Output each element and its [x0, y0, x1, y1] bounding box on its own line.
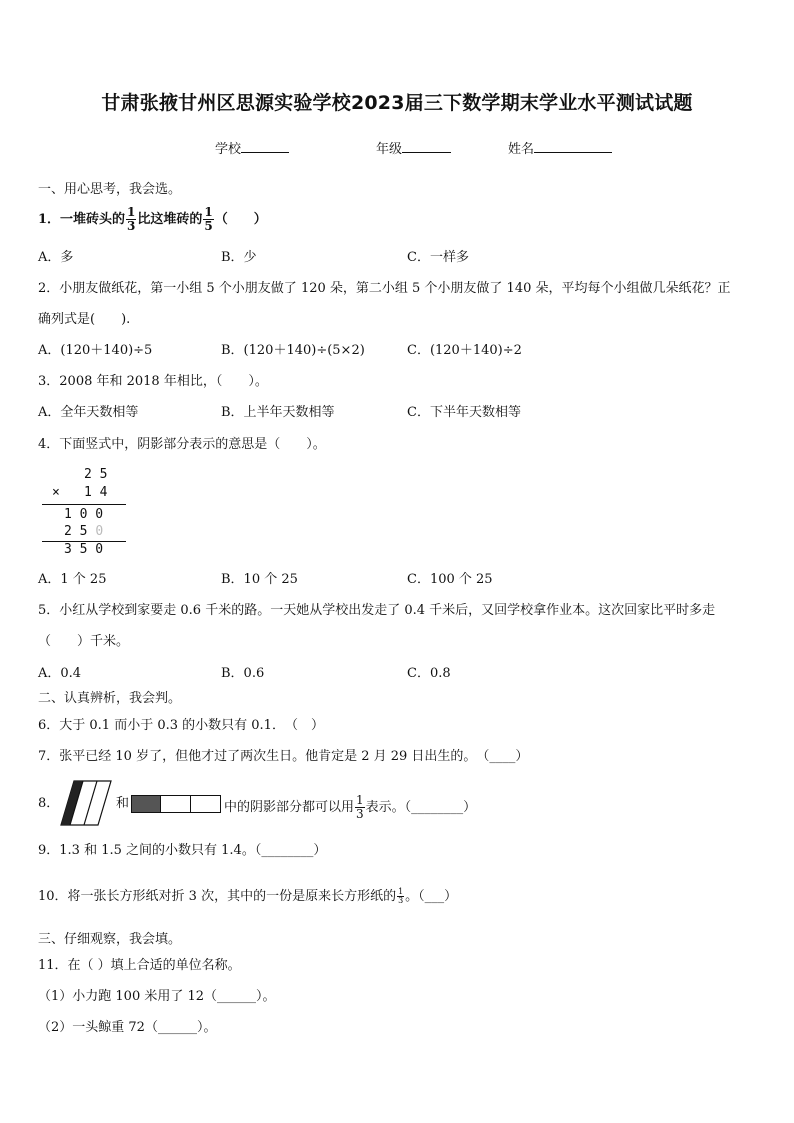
strip-figure [131, 795, 221, 814]
fraction-1-5: $\frac{1}{5}$ [204, 205, 213, 233]
q4-option-c[interactable]: C．100 个 25 [407, 572, 493, 587]
calc-row-1: 2 5 [84, 467, 108, 482]
fraction-1-3-q8: $\frac{1}{3}$ [356, 793, 364, 821]
q5-option-a[interactable]: A．0.4 [38, 666, 82, 681]
calc-row-3: 1 0 0 [64, 507, 104, 522]
question-3: 3．2008 年和 2018 年相比，（ ）。 [38, 374, 268, 389]
calc-times-sign: × [52, 485, 60, 500]
school-field [215, 141, 289, 159]
parallelogram-figure [60, 780, 112, 826]
section-heading-2: 二、认真辨析，我会判。 [38, 691, 182, 706]
question-9: 9．1.3 和 1.5 之间的小数只有 1.4。（________） [38, 843, 327, 858]
q1-option-b[interactable]: B．少 [221, 250, 257, 265]
calc-row-5: 3 5 0 [64, 542, 104, 557]
q1-option-a[interactable]: A．多 [38, 250, 74, 265]
grade-label: 年级 [376, 142, 403, 157]
section-heading-3: 三、仔细观察，我会填。 [38, 932, 182, 947]
question-2-line-1: 2．小朋友做纸花，第一小组 5 个小朋友做了 120 朵，第二小组 5 个小朋友做了 140 朵，平均每个小组做几朵纸花？正 [38, 281, 731, 296]
grade-blank[interactable] [402, 152, 451, 153]
q8-and: 和 [116, 796, 130, 811]
q5-option-b[interactable]: B．0.6 [221, 666, 265, 681]
question-1 [38, 206, 267, 233]
calc-row-4-shaded: 2 5 0 [64, 524, 104, 539]
question-5-line-2: （ ）千米。 [38, 634, 130, 649]
question-11: 11．在（ ）填上合适的单位名称。 [38, 958, 241, 973]
calc-row-2: 1 4 [84, 485, 108, 500]
q2-option-c[interactable]: C．(120＋140)÷2 [407, 343, 522, 358]
q1-text-mid: 比这堆砖的 [137, 212, 203, 227]
section-heading-1: 一、用心思考，我会选。 [38, 182, 182, 197]
q5-option-c[interactable]: C．0.8 [407, 666, 451, 681]
name-blank[interactable] [534, 152, 612, 153]
strip-cell-2 [161, 796, 191, 813]
q1-option-c[interactable]: C．一样多 [407, 250, 469, 265]
q2-option-b[interactable]: B．(120＋140)÷(5×2) [221, 343, 365, 358]
fraction-1-3: $\frac{1}{3}$ [127, 205, 136, 233]
question-10: 10．将一张长方形纸对折 3 次，其中的一份是原来长方形纸的 $\frac{1}{3}$ 。（___） [38, 887, 458, 905]
question-5-line-1: 5．小红从学校到家要走 0.6 千米的路。一天她从学校出发走了 0.4 千米后，又回学校拿作业本。这次回家比平时多走 [38, 603, 716, 618]
question-6: 6．大于 0.1 而小于 0.3 的小数只有 0.1． （ ） [38, 718, 324, 733]
fraction-small-q10: $\frac{1}{3}$ [398, 887, 404, 905]
question-7: 7．张平已经 10 岁了，但他才过了两次生日。他肯定是 2 月 29 日出生的。 （____） [38, 749, 529, 764]
q3-option-a[interactable]: A．全年天数相等 [38, 405, 139, 420]
q1-text-post: （ ） [214, 212, 267, 227]
strip-shaded-cell [132, 796, 161, 813]
question-11-part-2: （2）一头鲸重 72（______）。 [38, 1020, 217, 1035]
question-2-line-2: 确列式是( ). [38, 312, 131, 327]
q4-option-b[interactable]: B．10 个 25 [221, 572, 298, 587]
question-4: 4．下面竖式中，阴影部分表示的意思是（ ）。 [38, 437, 326, 452]
question-8-number: 8． [38, 796, 60, 811]
q3-option-c[interactable]: C．下半年天数相等 [407, 405, 521, 420]
question-8-text: 中的阴影部分都可以用 $\frac{1}{3}$ 表示。（________） [224, 793, 477, 821]
q1-text-pre: 1．一堆砖头的 [38, 212, 126, 227]
school-label: 学校 [215, 142, 242, 157]
name-field [508, 141, 612, 159]
page-title: 甘肃张掖甘州区思源实验学校2023届三下数学期末学业水平测试试题 [101, 92, 693, 114]
q4-option-a[interactable]: A．1 个 25 [38, 572, 107, 587]
school-blank[interactable] [241, 152, 289, 153]
question-11-part-1: （1）小力跑 100 米用了 12（______）。 [38, 989, 276, 1004]
q2-option-a[interactable]: A．(120＋140)÷5 [38, 343, 153, 358]
grade-field [376, 141, 451, 159]
q3-option-b[interactable]: B．上半年天数相等 [221, 405, 335, 420]
name-label: 姓名 [508, 142, 535, 157]
calc-line-1 [42, 504, 126, 505]
strip-cell-3 [191, 796, 221, 813]
